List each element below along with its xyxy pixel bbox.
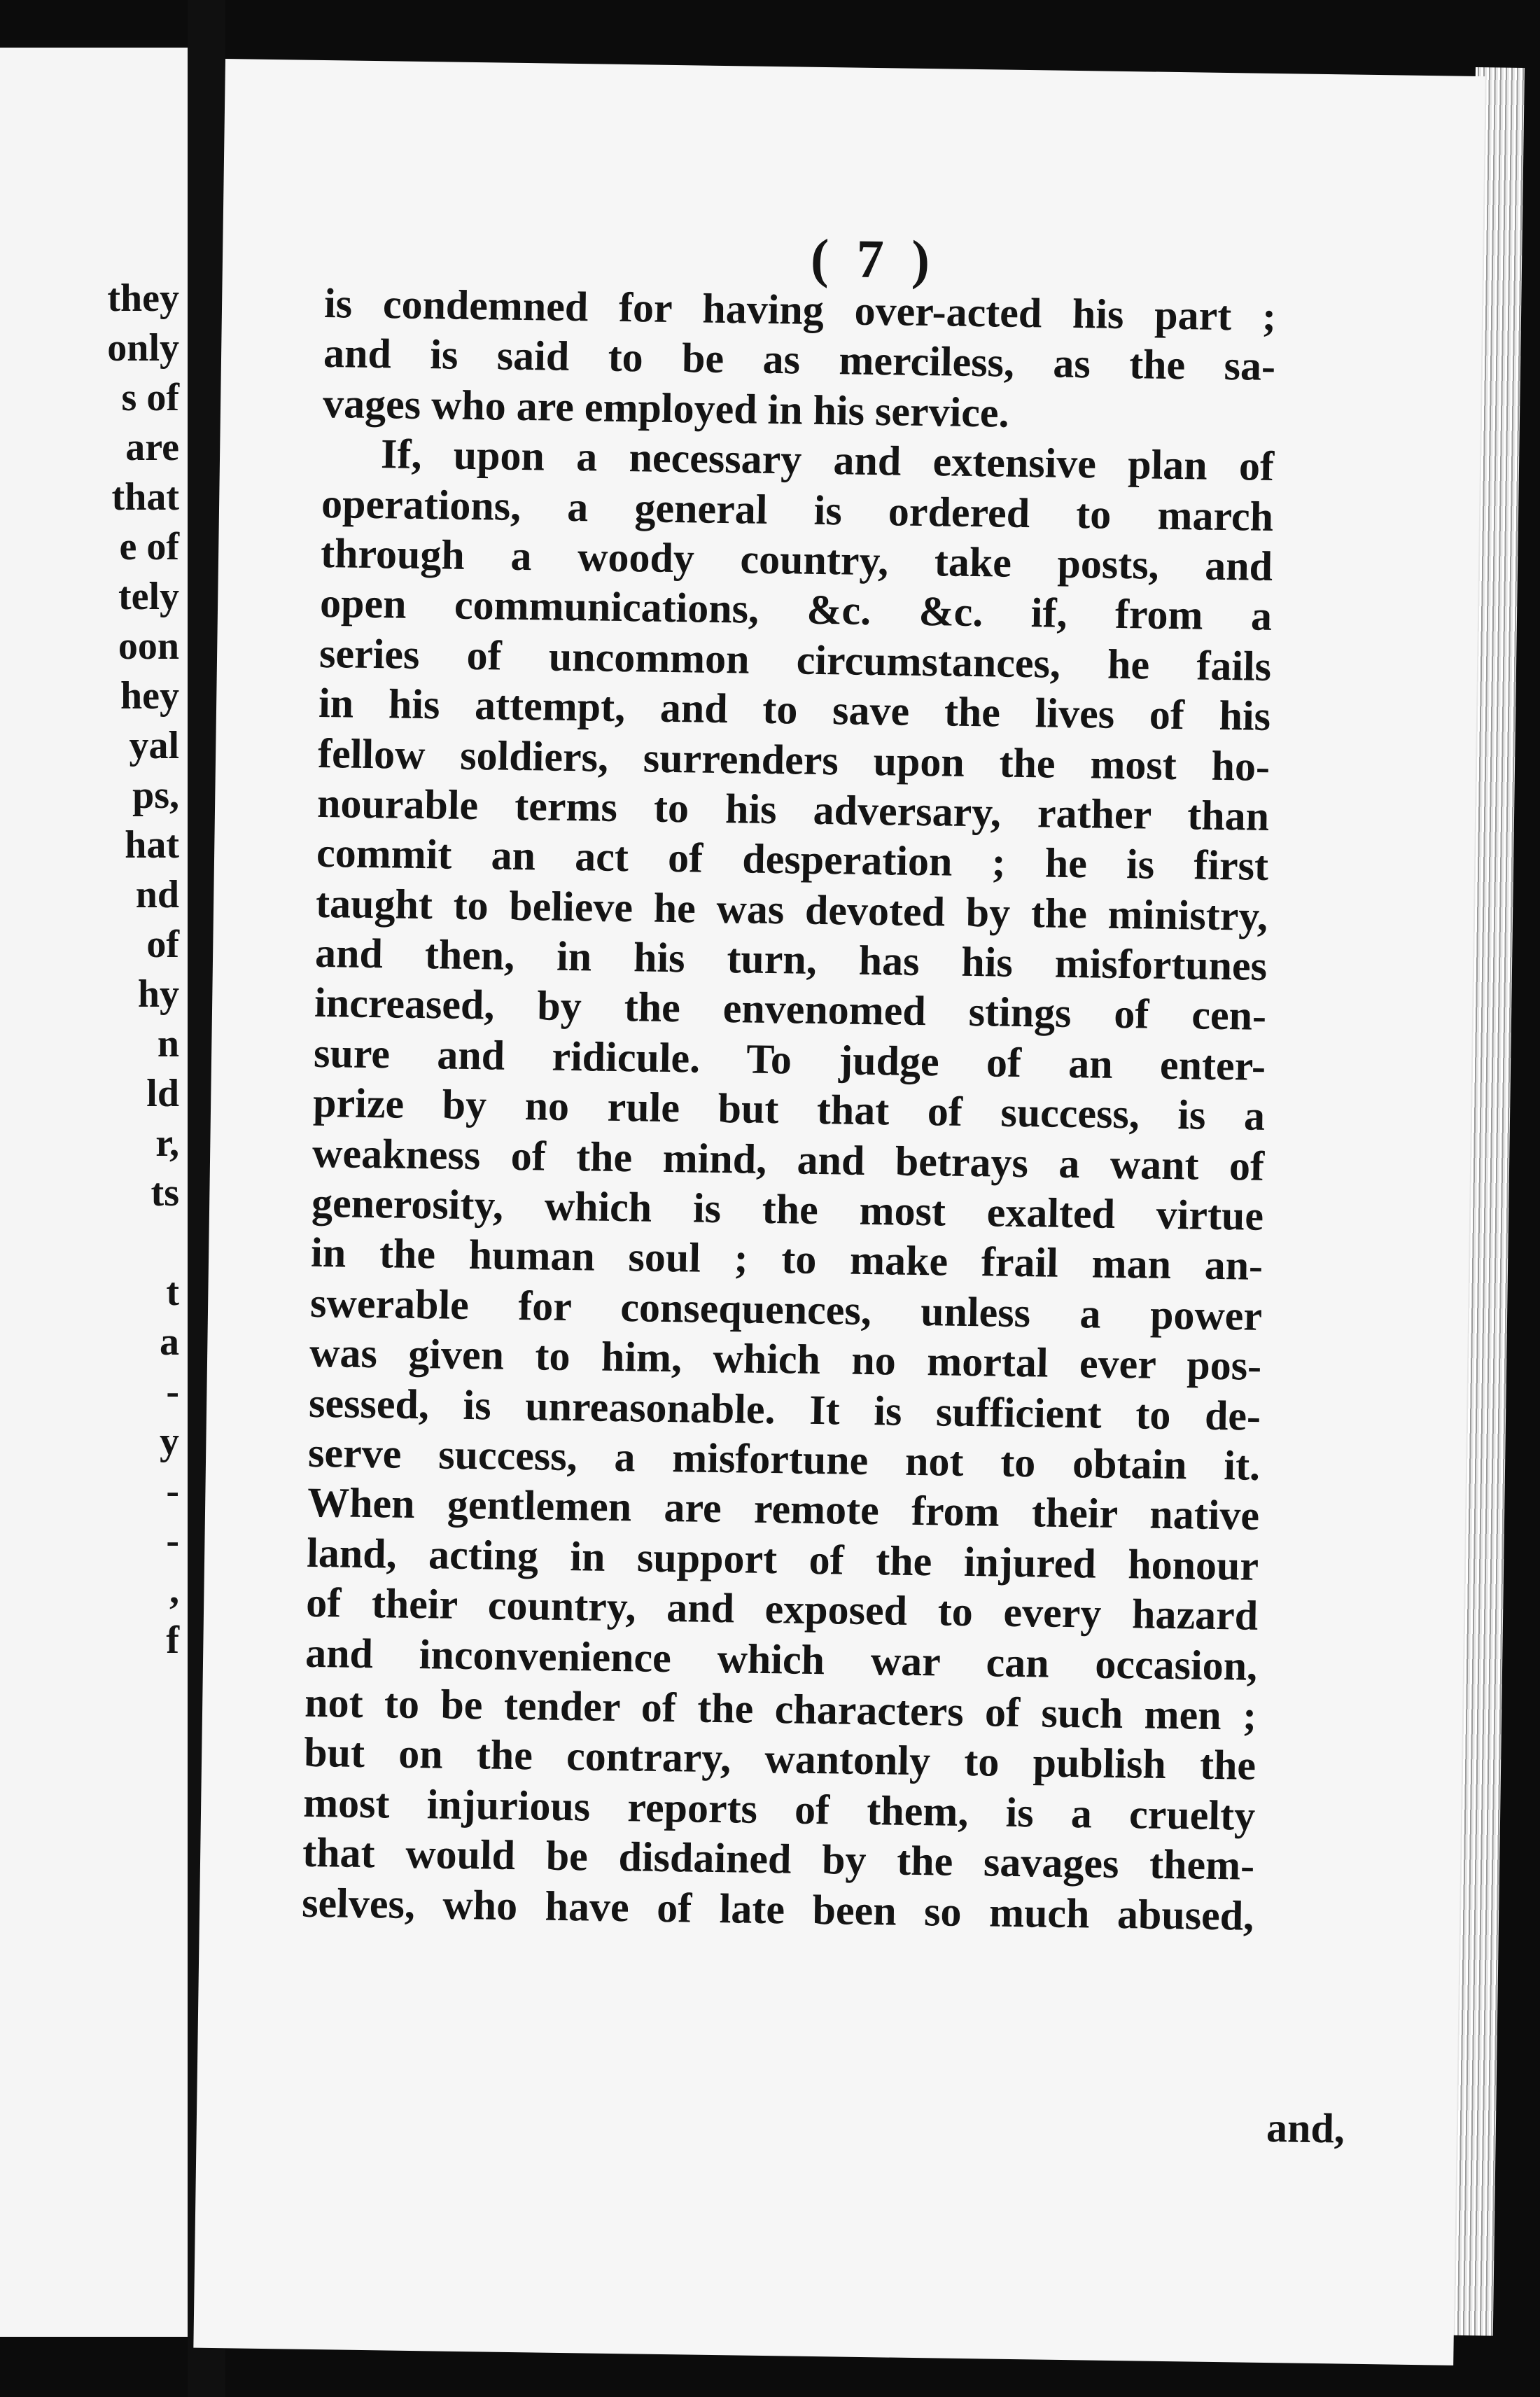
text-line: in his attempt, and to save the lives of his (318, 680, 1271, 740)
text-line: weakness of the mind, and betrays a want of (312, 1129, 1265, 1189)
previous-page-fragment: hy (137, 972, 179, 1016)
text-line: swerable for consequences, unless a power (309, 1279, 1263, 1339)
text-line: commit an act of desperation ; he is first (316, 830, 1269, 890)
previous-page-fragment: s of (121, 376, 179, 419)
previous-page-fragment: hat (125, 823, 179, 867)
text-line: and then, in his turn, has his misfortunes (314, 929, 1268, 989)
text-line: and inconvenience which war can occasion, (304, 1629, 1258, 1689)
previous-page-fragment: of (146, 923, 179, 966)
previous-page-fragment: nd (135, 873, 179, 916)
previous-page-fragment: a (160, 1320, 179, 1364)
previous-page-fragment: hey (120, 674, 179, 718)
text-line: fellow soldiers, surrenders upon the most ho- (317, 729, 1270, 790)
text-line: not to be tender of the characters of such men ; (304, 1679, 1257, 1739)
text-line: nourable terms to his adversary, rather than (316, 779, 1270, 839)
text-line: increased, by the envenomed stings of cen- (314, 979, 1267, 1040)
previous-page-fragment: ps, (132, 774, 179, 817)
text-line: sure and ridicule. To judge of an enter- (313, 1029, 1266, 1089)
body-text (302, 279, 1277, 1941)
previous-page-fragment: tely (118, 575, 179, 618)
text-line: and is said to be as merciless, as the sa- (323, 330, 1276, 390)
previous-page-fragment: - (166, 1370, 179, 1413)
previous-page-fragment: yal (129, 724, 179, 767)
previous-page-fragment: only (107, 326, 179, 370)
text-line: series of uncommon circumstances, he fails (318, 629, 1272, 690)
text-line: serve success, a misfortune not to obtain it. (307, 1429, 1261, 1489)
previous-page (0, 48, 188, 2337)
previous-page-fragment: t (166, 1271, 179, 1314)
text-line: taught to believe he was devoted by the ministry, (315, 879, 1268, 939)
previous-page-fragment: e of (119, 525, 179, 568)
text-line: was given to him, which no mortal ever pos- (309, 1329, 1262, 1390)
text-line: sessed, is unreasonable. It is sufficient to de- (308, 1379, 1261, 1439)
text-line: When gentlemen are remote from their native (307, 1479, 1260, 1539)
text-line: but on the contrary, wantonly to publish the (303, 1729, 1256, 1789)
text-line: operations, a general is ordered to march (321, 480, 1274, 540)
previous-page-fragment: y (160, 1420, 179, 1463)
text-line: is condemned for having over-acted his part ; (323, 280, 1277, 340)
text-line: through a woody country, take posts, and (320, 529, 1273, 589)
book-page (193, 59, 1485, 2365)
page-number: ( 7 ) (810, 227, 937, 291)
text-line: open communications, &c. &c. if, from a (319, 580, 1273, 640)
text-line: If, upon a necessary and extensive plan of (380, 431, 1275, 490)
previous-page-fragment: n (157, 1022, 179, 1065)
catchword: and, (1266, 2104, 1345, 2152)
previous-page-fragment: , (169, 1569, 179, 1612)
text-line: vages who are employed in his service. (322, 379, 1009, 436)
previous-page-fragment: - (166, 1519, 179, 1563)
text-line: in the human soul ; to make frail man an- (310, 1229, 1264, 1290)
text-line: most injurious reports of them, is a cruelty (302, 1779, 1256, 1839)
text-line: generosity, which is the most exalted virtue (311, 1179, 1264, 1239)
previous-page-fragment: oon (118, 624, 179, 668)
text-line: land, acting in support of the injured honour (306, 1529, 1259, 1589)
previous-page-fragment: ld (146, 1072, 179, 1115)
previous-page-fragment: that (111, 475, 179, 519)
text-line: of their country, and exposed to every hazard (305, 1579, 1259, 1639)
text-line: selves, who have of late been so much abused, (301, 1879, 1254, 1939)
previous-page-fragment: they (107, 277, 179, 320)
previous-page-fragment: f (166, 1619, 179, 1662)
previous-page-fragment: - (166, 1469, 179, 1513)
text-line: that would be disdained by the savages them- (302, 1829, 1255, 1889)
previous-page-fragment: ts (150, 1171, 179, 1215)
previous-page-fragment: are (125, 426, 179, 469)
text-line: prize by no rule but that of success, is a (312, 1079, 1266, 1140)
previous-page-fragment: r, (155, 1121, 179, 1165)
